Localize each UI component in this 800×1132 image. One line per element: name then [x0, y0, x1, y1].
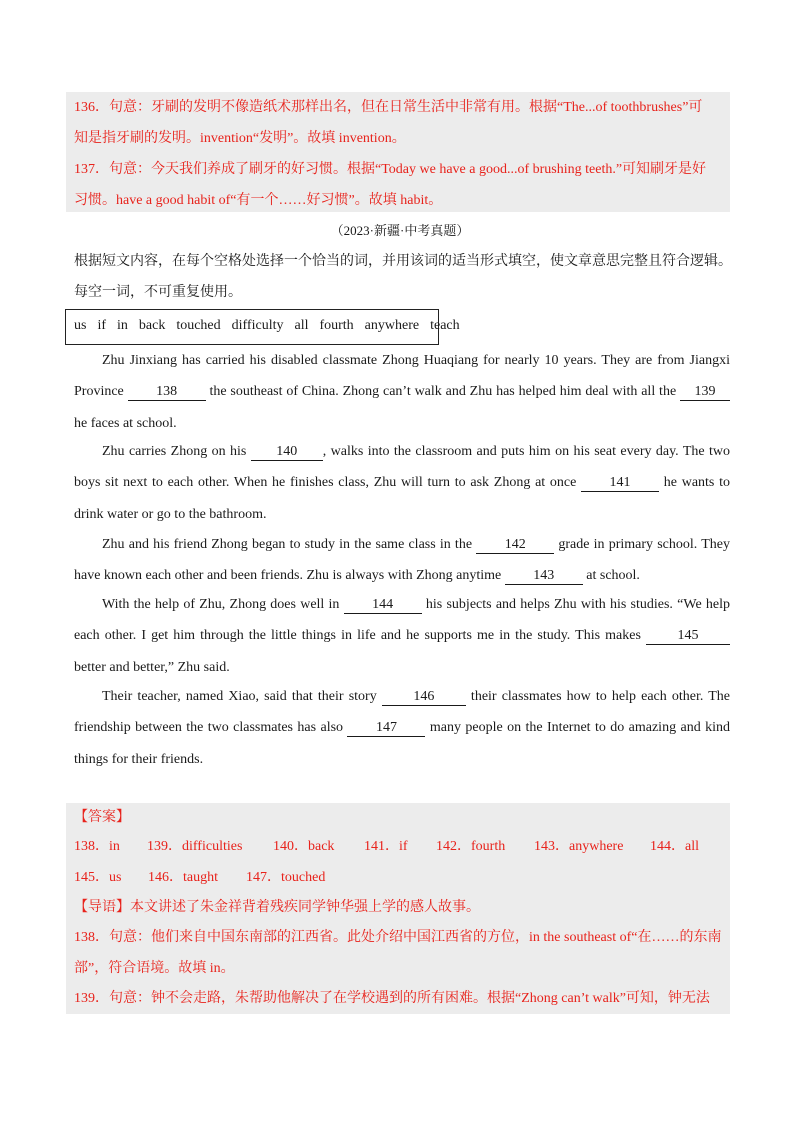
answer-item: 140．back: [273, 839, 335, 854]
answer-blank: 141: [581, 474, 659, 492]
answer-blank: 146: [382, 688, 466, 706]
passage-paragraph: [74, 436, 730, 530]
passage-text: With the help of Zhu, Zhong does well in: [102, 597, 344, 612]
answer-item: 142．fourth: [436, 839, 506, 854]
answer-blank: 138: [128, 383, 206, 401]
passage-text: Zhu carries Zhong on his: [102, 444, 251, 459]
answer-blank: 144: [344, 596, 422, 614]
answer-item: 139．difficulties: [147, 839, 243, 854]
passage-text: Their teacher, named Xiao, said that their story: [102, 689, 382, 704]
passage-text: he faces at school.: [74, 415, 177, 431]
answer-blank: 145: [646, 627, 730, 645]
passage-paragraph: [74, 345, 730, 439]
word-bank-text: us if in back touched difficulty all fourth anywhere teach: [74, 318, 460, 333]
passage-text: at school.: [582, 568, 640, 584]
answer-blank: 142: [476, 536, 554, 554]
answer-item: 145．us: [74, 870, 122, 885]
passage-text: the southeast of China. Zhong can’t walk and Zhu has helped him deal with all the: [205, 384, 680, 400]
passage-text: grade in primary school. They have known each other and been friends. Zhu is always with Zhong anytime: [74, 537, 730, 584]
passage-text: his subjects and helps Zhu with his studies. “We help each other. I get him through the little things in life and he supports me in the study. This makes: [74, 597, 731, 644]
answer-item: 138．in: [74, 839, 120, 854]
exam-source: （2023·新疆·中考真题）: [330, 223, 470, 238]
answer-heading: 【答案】: [74, 810, 130, 825]
explanation-line: 知是指牙刷的发明。invention“发明”。故填 invention。: [74, 131, 406, 146]
answer-row: [74, 868, 325, 888]
passage-text: Zhu and his friend Zhong began to study in the same class in the: [102, 537, 477, 552]
answer-blank: 147: [347, 719, 425, 737]
passage-text: their classmates how to help each other. The friendship between the two classmates has also: [74, 689, 730, 736]
explanation-line: 139．句意：钟不会走路，朱帮助他解决了在学校遇到的所有困难。根据“Zhong can’t walk”可知，钟无法: [74, 991, 710, 1006]
passage-text: Zhu Jinxiang has carried his disabled classmate Zhong Huaqiang for nearly 10 years. They are from Jiangxi Province: [74, 353, 730, 400]
passage-text: , walks into the classroom and puts him on his seat every day. The two boys sit next to each other. When he finishes class, Zhu will turn to ask Zhong at once: [74, 444, 730, 491]
explanation-line: 部”，符合语境。故填 in。: [74, 961, 235, 976]
guide-text: 【导语】本文讲述了朱金祥背着残疾同学钟华强上学的感人故事。: [74, 900, 480, 915]
answer-blank: 143: [505, 567, 583, 585]
passage-paragraph: [74, 589, 730, 683]
answer-item: 146．taught: [148, 870, 218, 885]
passage-paragraph: [74, 529, 730, 592]
answer-blank: 140: [251, 443, 323, 461]
answer-item: 144．all: [650, 839, 699, 854]
answer-item: 147．touched: [246, 870, 326, 885]
explanation-line: 137．句意：今天我们养成了刷牙的好习惯。根据“Today we have a good...of brushing teeth.”可知刷牙是好: [74, 162, 707, 177]
answer-row: [74, 837, 699, 857]
passage-text: better and better,” Zhu said.: [74, 659, 230, 675]
passage-paragraph: [74, 681, 730, 775]
word-bank: [65, 309, 460, 345]
instruction-line: 每空一词，不可重复使用。: [74, 285, 242, 300]
instruction-line: 根据短文内容，在每个空格处选择一个恰当的词，并用该词的适当形式填空，使文章意思完整且符合逻辑。: [74, 254, 732, 269]
explanation-line: 136．句意：牙刷的发明不像造纸术那样出名，但在日常生活中非常有用。根据“The...of toothbrushes”可: [74, 100, 703, 115]
explanation-line: 138．句意：他们来自中国东南部的江西省。此处介绍中国江西省的方位，in the southeast of“在……的东南: [74, 930, 722, 945]
answer-item: 143．anywhere: [534, 839, 624, 854]
passage-text: he wants to drink water or go to the bathroom.: [74, 475, 730, 522]
answer-item: 141．if: [364, 839, 408, 854]
answer-blank: 139: [680, 383, 730, 401]
explanation-line: 习惯。have a good habit of“有一个……好习惯”。故填 habit。: [74, 193, 443, 208]
passage-text: many people on the Internet to do amazing and kind things for their friends.: [74, 720, 730, 767]
